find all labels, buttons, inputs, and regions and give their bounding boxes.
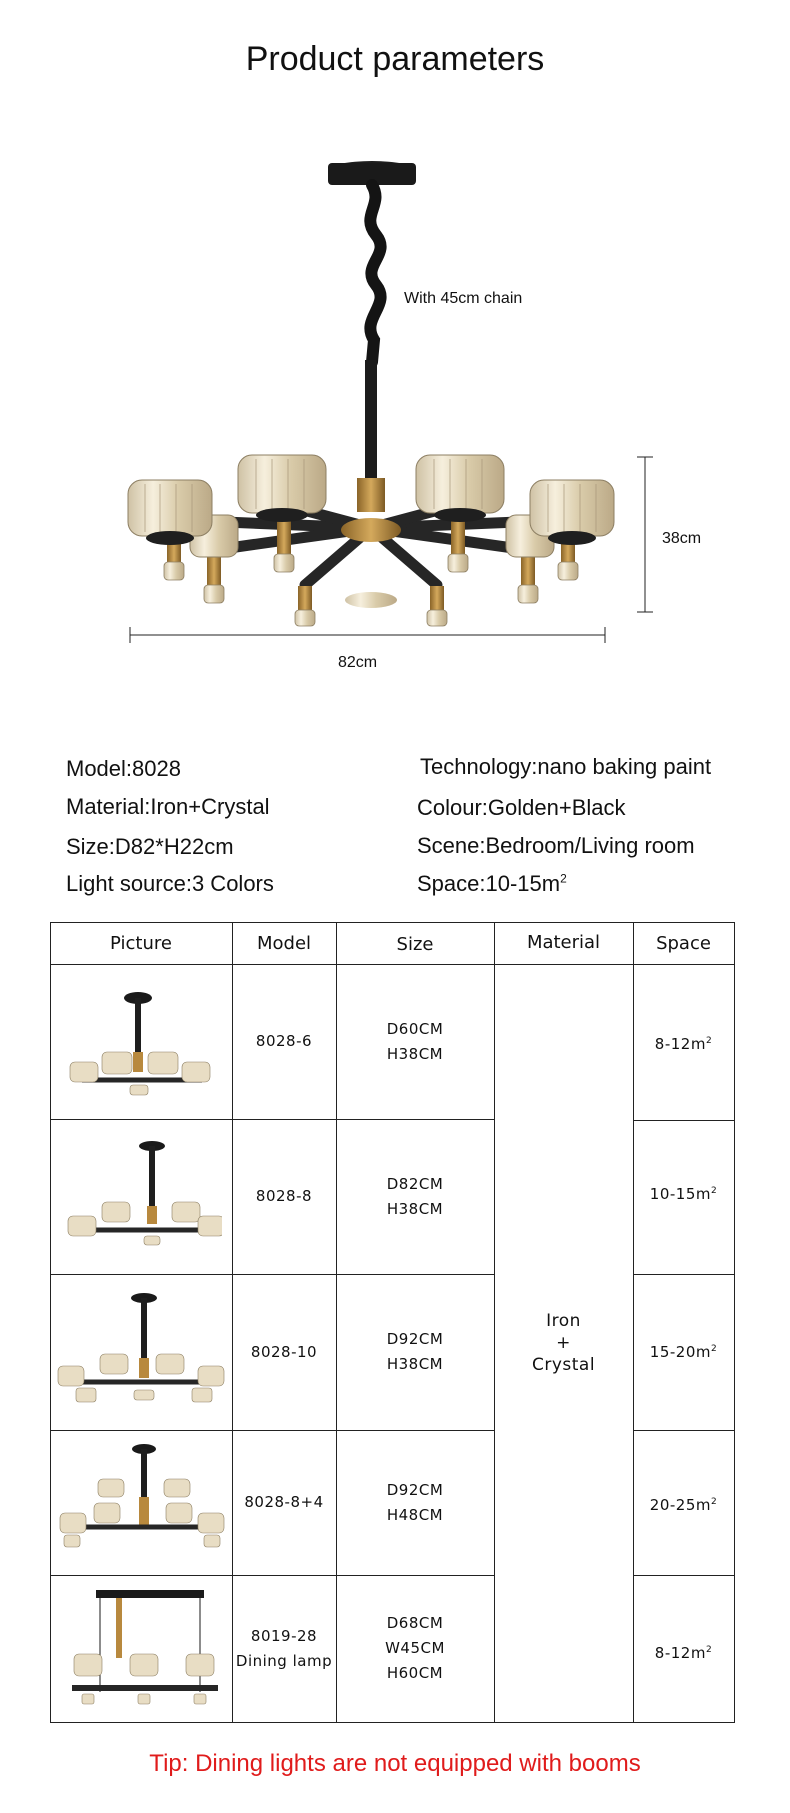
header-model: Model	[256, 933, 312, 954]
table-row-3-size: D92CM H38CM	[386, 1330, 444, 1373]
table-row-2-model: 8028-8	[255, 1187, 313, 1205]
chain-length-label: With 45cm chain	[404, 290, 523, 307]
page-title: Product parameters	[245, 40, 545, 78]
dining-light-tip: Tip: Dining lights are not equipped with booms	[149, 1750, 641, 1777]
spec-light-source: Light source:3 Colors	[66, 871, 274, 896]
height-dimension-label: 38cm	[662, 530, 702, 547]
spec-colour: Colour:Golden+Black	[417, 795, 626, 820]
chandelier-hero-image	[0, 0, 790, 700]
spec-size: Size:D82*H22cm	[66, 834, 234, 859]
header-size: Size	[396, 934, 434, 955]
spec-scene: Scene:Bedroom/Living room	[417, 833, 695, 858]
spec-material: Material:Iron+Crystal	[66, 794, 270, 819]
product-thumbnail	[56, 1284, 228, 1419]
header-picture: Picture	[110, 933, 172, 954]
spec-technology: Technology:nano baking paint	[420, 754, 712, 779]
product-thumbnail	[62, 1132, 222, 1262]
header-material: Material	[526, 932, 601, 953]
table-row-4-size: D92CM H48CM	[386, 1480, 444, 1524]
width-dimension-label: 82cm	[338, 654, 378, 671]
table-row-4-model: 8028-8+4	[244, 1493, 324, 1511]
table-row-2-space: $10-15m^2$	[649, 1185, 718, 1203]
table-row-5-model: 8019-28 Dining lamp	[235, 1626, 333, 1670]
product-thumbnail	[58, 1582, 226, 1717]
table-row-1-model: 8028-6	[255, 1032, 313, 1050]
spec-space: $Space:10-15m^2$	[417, 871, 567, 896]
table-row-5-space: $8-12m^2$	[654, 1644, 713, 1662]
table-row-2-size: D82CM H38CM	[386, 1174, 444, 1218]
table-row-3-model: 8028-10	[250, 1342, 318, 1361]
table-row-1-size: D60CM H38CM	[386, 1019, 444, 1063]
product-thumbnail	[62, 982, 222, 1107]
table-row-5-size: D68CM W45CM H60CM	[385, 1614, 445, 1682]
spec-model: Model:8028	[66, 756, 181, 781]
header-space: Space	[656, 933, 711, 954]
product-thumbnail	[58, 1437, 226, 1569]
model-comparison-table	[50, 922, 735, 1723]
table-row-3-space: $15-20m^2$	[649, 1343, 718, 1361]
table-row-1-space: $8-12m^2$	[654, 1035, 713, 1053]
material-cell: Iron + Crystal	[531, 1311, 596, 1375]
table-row-4-space: $20-25m^2$	[649, 1496, 718, 1514]
